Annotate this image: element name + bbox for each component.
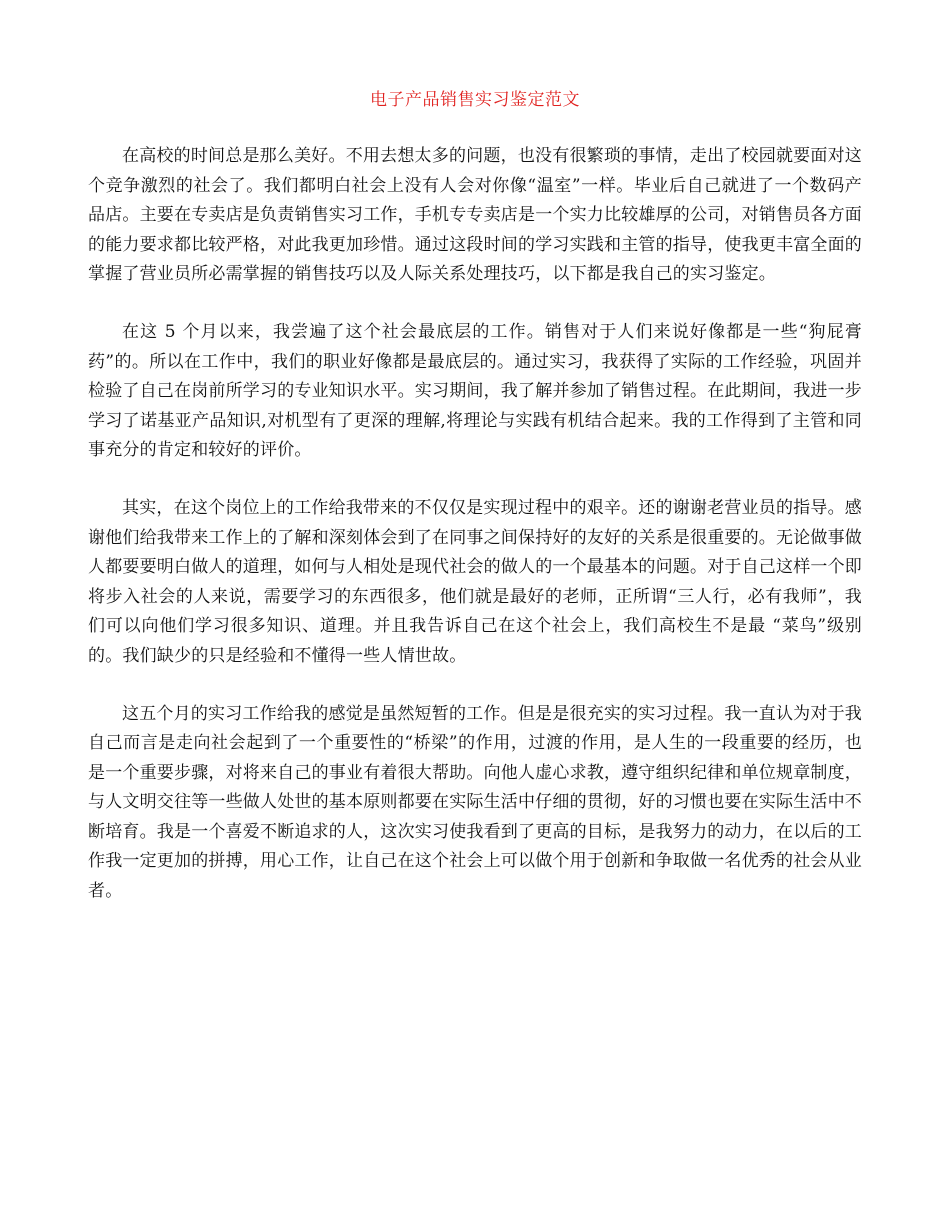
- paragraph-2: 在这 5 个月以来，我尝遍了这个社会最底层的工作。销售对于人们来说好像都是一些“狗屁膏药”的。所以在工作中，我们的职业好像都是最底层的。通过实习，我获得了实际的工作经验，巩固并检验了自己在岗前所学习的专业知识水平。实习期间，我了解并参加了销售过程。在此期间，我进一步学习了诺基亚产品知识,对机型有了更深的理解,将理论与实践有机结合起来。我的工作得到了主管和同事充分的肯定和较好的评价。: [88, 321, 862, 461]
- document-title: 电子产品销售实习鉴定范文: [370, 90, 580, 110]
- paragraph-3: 其实，在这个岗位上的工作给我带来的不仅仅是实现过程中的艰辛。还的谢谢老营业员的指导。感谢他们给我带来工作上的了解和深刻体会到了在同事之间保持好的友好的关系是很重要的。无论做事做人都要要明白做人的道理，如何与人相处是现代社会的做人的一个最基本的问题。对于自己这样一个即将步入社会的人来说，需要学习的东西很多，他们就是最好的老师，正所谓“三人行，必有我师”，我们可以向他们学习很多知识、道理。并且我告诉自己在这个社会上，我们高校生不是最 “菜鸟”级别的。我们缺少的只是经验和不懂得一些人情世故。: [88, 497, 862, 666]
- paragraph-1: 在高校的时间总是那么美好。不用去想太多的问题，也没有很繁琐的事情，走出了校园就要面对这个竞争激烈的社会了。我们都明白社会上没有人会对你像“温室”一样。毕业后自己就进了一个数码产品店。主要在专卖店是负责销售实习工作，手机专专卖店是一个实力比较雄厚的公司，对销售员各方面的能力要求都比较严格，对此我更加珍惜。通过这段时间的学习实践和主管的指导，使我更丰富全面的掌握了营业员所必需掌握的销售技巧以及人际关系处理技巧，以下都是我自己的实习鉴定。: [88, 146, 862, 285]
- paragraph-4: 这五个月的实习工作给我的感觉是虽然短暂的工作。但是是很充实的实习过程。我一直认为对于我自己而言是走向社会起到了一个重要性的“桥梁”的作用，过渡的作用，是人生的一段重要的经历，也是一个重要步骤，对将来自己的事业有着很大帮助。向他人虚心求教，遵守组织纪律和单位规章制度，与人文明交往等一些做人处世的基本原则都要在实际生活中仔细的贯彻，好的习惯也要在实际生活中不断培育。我是一个喜爱不断追求的人，这次实习使我看到了更高的目标，是我努力的动力，在以后的工作我一定更加的拼搏，用心工作，让自己在这个社会上可以做个用于创新和争取做一名优秀的社会从业者。: [88, 703, 862, 902]
